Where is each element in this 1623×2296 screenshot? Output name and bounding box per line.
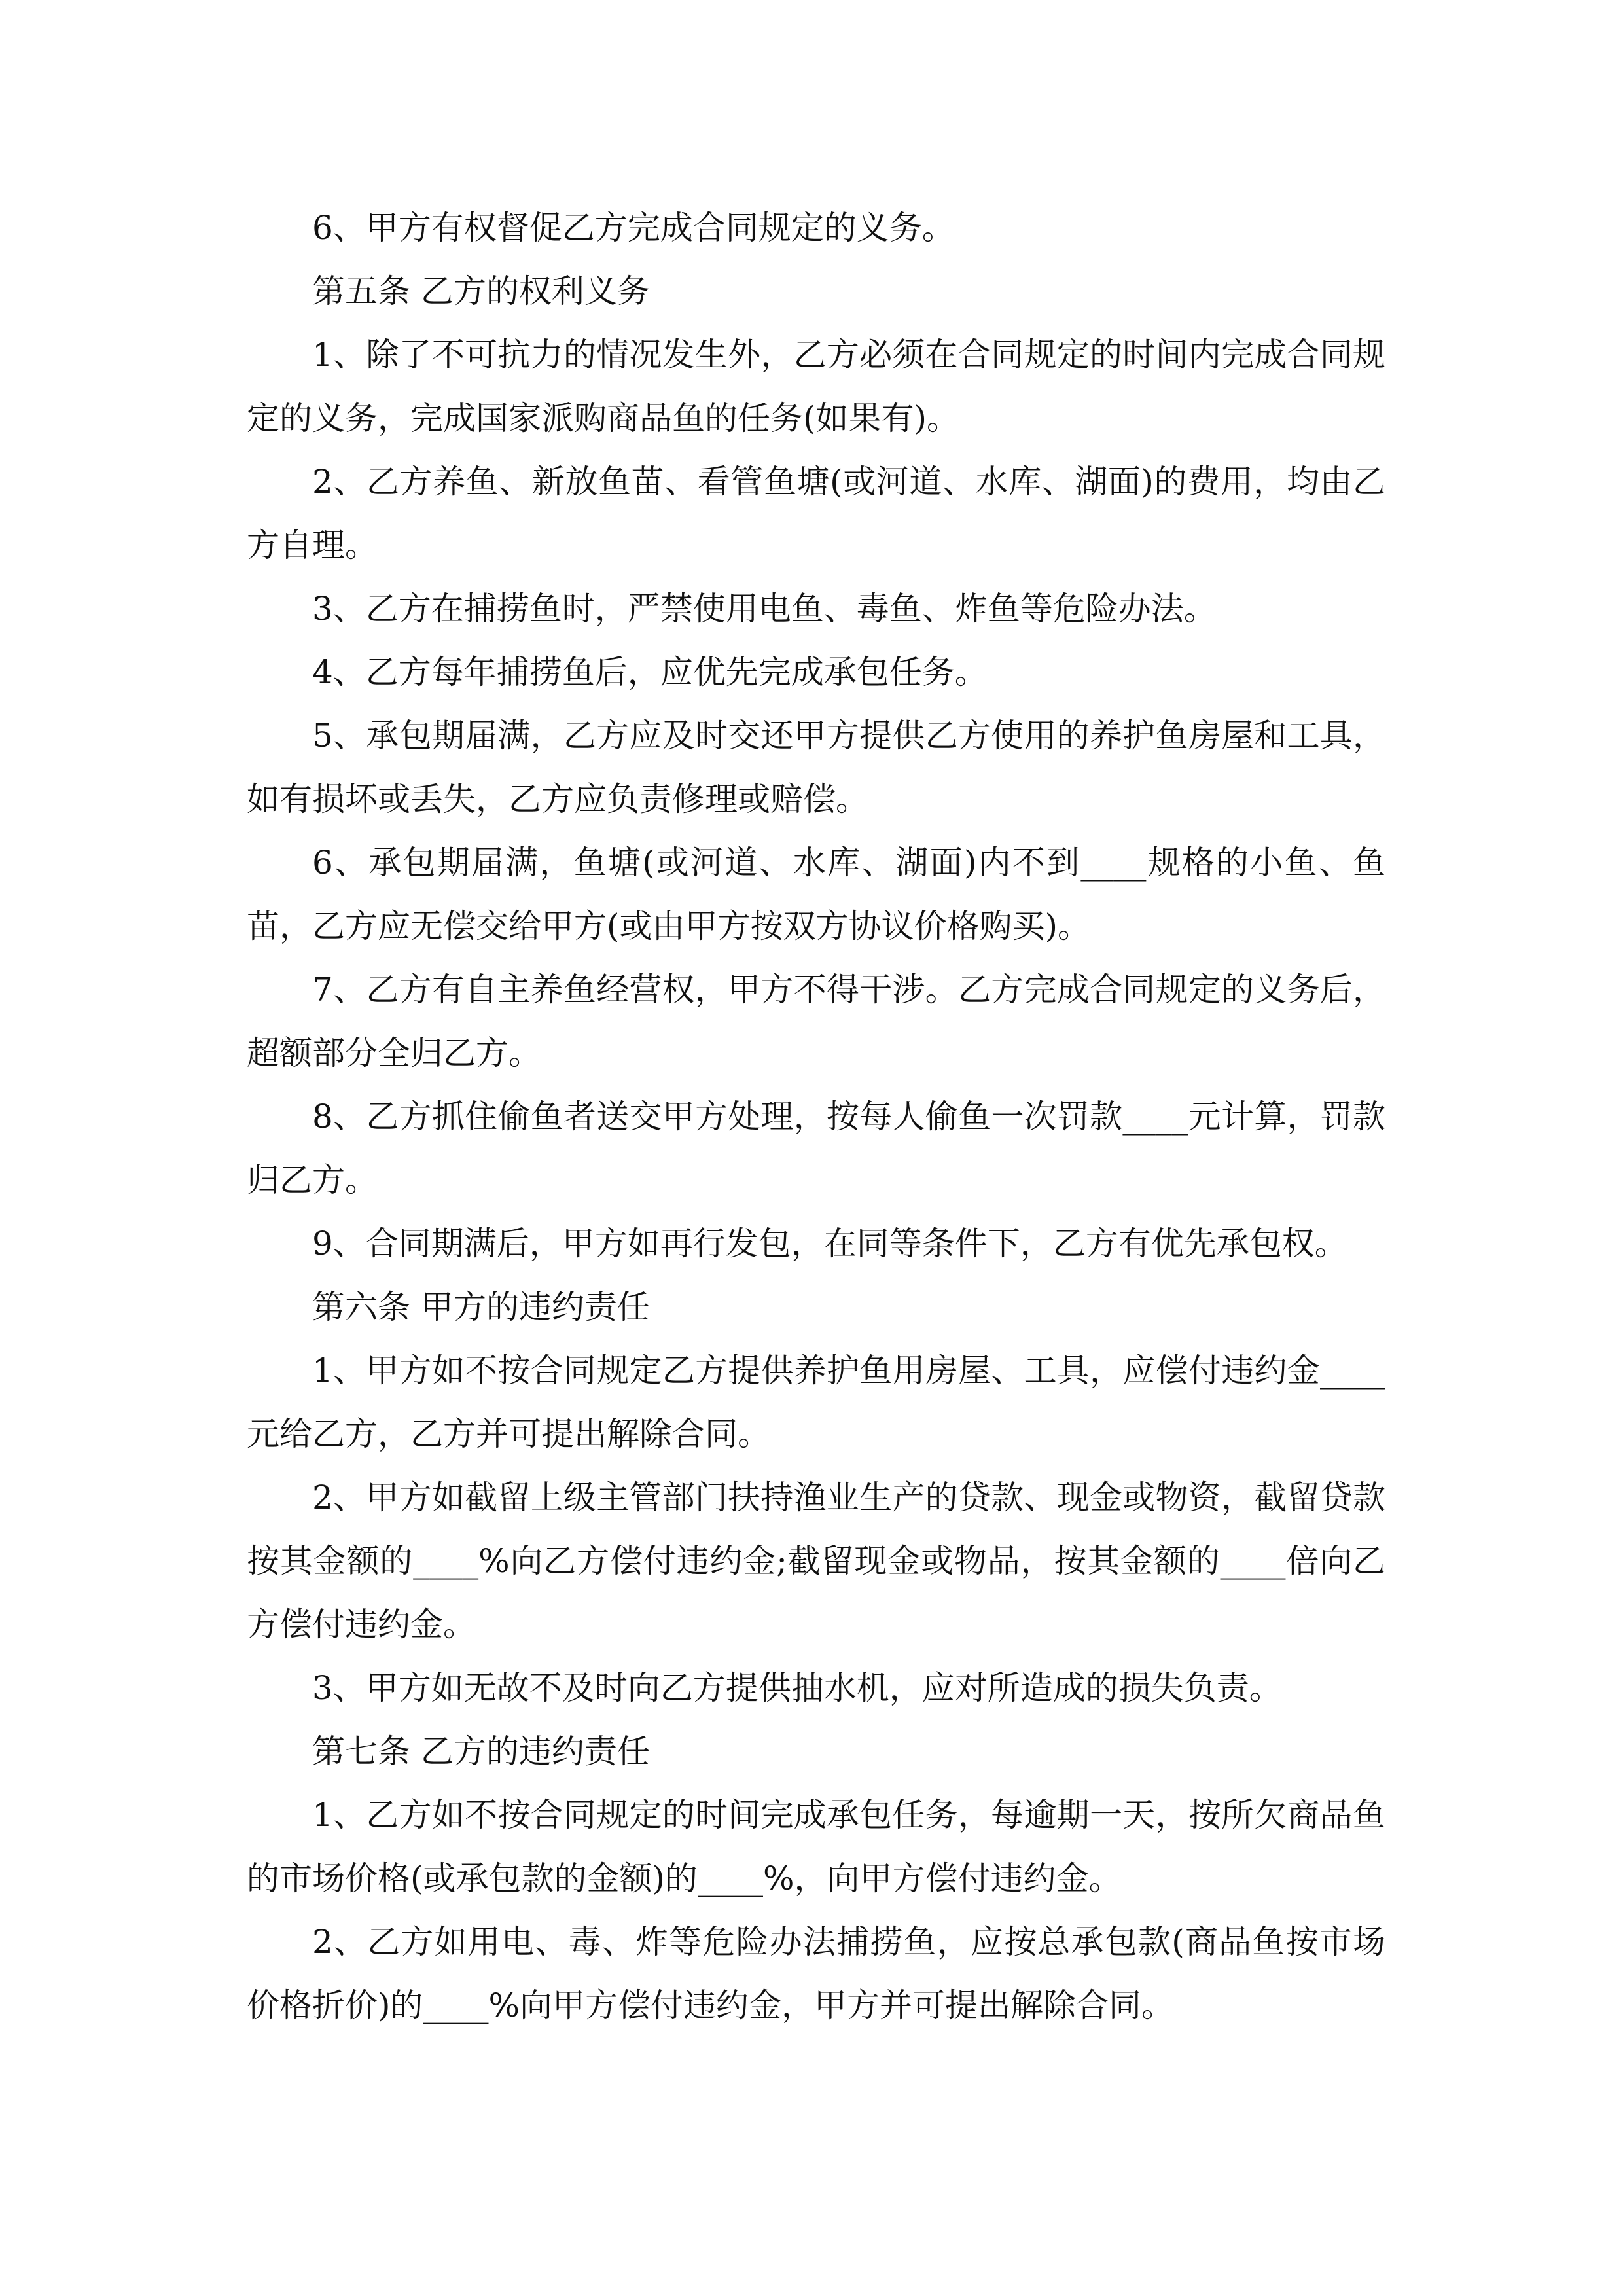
- heading-article-5: 第五条 乙方的权利义务: [312, 272, 650, 310]
- paragraph-b-obligation-9: 9、合同期满后，甲方如再行发包，在同等条件下，乙方有优先承包权。: [312, 1225, 1347, 1263]
- document-body: [247, 196, 1385, 2037]
- heading-article-7: 第七条 乙方的违约责任: [312, 1732, 650, 1770]
- paragraph-a-liability-3: 3、甲方如无故不及时向乙方提供抽水机，应对所造成的损失负责。: [312, 1669, 1282, 1707]
- heading-article-6: 第六条 甲方的违约责任: [312, 1288, 650, 1326]
- paragraph-b-obligation-7: 7、乙方有自主养鱼经营权，甲方不得干涉。乙方完成合同规定的义务后，超额部分全归乙方。: [247, 971, 1385, 1072]
- paragraph-b-obligation-3: 3、乙方在捕捞鱼时，严禁使用电鱼、毒鱼、炸鱼等危险办法。: [312, 590, 1217, 628]
- paragraph-b-obligation-2: 2、乙方养鱼、新放鱼苗、看管鱼塘(或河道、水库、湖面)的费用，均由乙方自理。: [247, 463, 1385, 564]
- paragraph-b-obligation-1: 1、除了不可抗力的情况发生外，乙方必须在合同规定的时间内完成合同规定的义务，完成国家派购商品鱼的任务(如果有)。: [247, 336, 1385, 437]
- paragraph-b-obligation-5: 5、承包期届满，乙方应及时交还甲方提供乙方使用的养护鱼房屋和工具，如有损坏或丢失，乙方应负责修理或赔偿。: [247, 717, 1385, 818]
- paragraph-b-liability-1: 1、乙方如不按合同规定的时间完成承包任务，每逾期一天，按所欠商品鱼的市场价格(或承包款的金额)的____%，向甲方偿付违约金。: [247, 1796, 1385, 1897]
- paragraph-b-obligation-4: 4、乙方每年捕捞鱼后，应优先完成承包任务。: [312, 653, 988, 691]
- paragraph-obligation-6: 6、甲方有权督促乙方完成合同规定的义务。: [312, 209, 955, 247]
- paragraph-b-obligation-8: 8、乙方抓住偷鱼者送交甲方处理，按每人偷鱼一次罚款____元计算，罚款归乙方。: [247, 1098, 1385, 1199]
- paragraph-b-liability-2: 2、乙方如用电、毒、炸等危险办法捕捞鱼，应按总承包款(商品鱼按市场价格折价)的____%向甲方偿付违约金，甲方并可提出解除合同。: [247, 1923, 1385, 2024]
- paragraph-a-liability-2: 2、甲方如截留上级主管部门扶持渔业生产的贷款、现金或物资，截留贷款按其金额的____%向乙方偿付违约金;截留现金或物品，按其金额的____倍向乙方偿付违约金。: [247, 1479, 1385, 1643]
- paragraph-a-liability-1: 1、甲方如不按合同规定乙方提供养护鱼用房屋、工具，应偿付违约金____元给乙方，乙方并可提出解除合同。: [247, 1352, 1385, 1453]
- paragraph-b-obligation-6: 6、承包期届满，鱼塘(或河道、水库、湖面)内不到____规格的小鱼、鱼苗，乙方应无偿交给甲方(或由甲方按双方协议价格购买)。: [247, 844, 1385, 945]
